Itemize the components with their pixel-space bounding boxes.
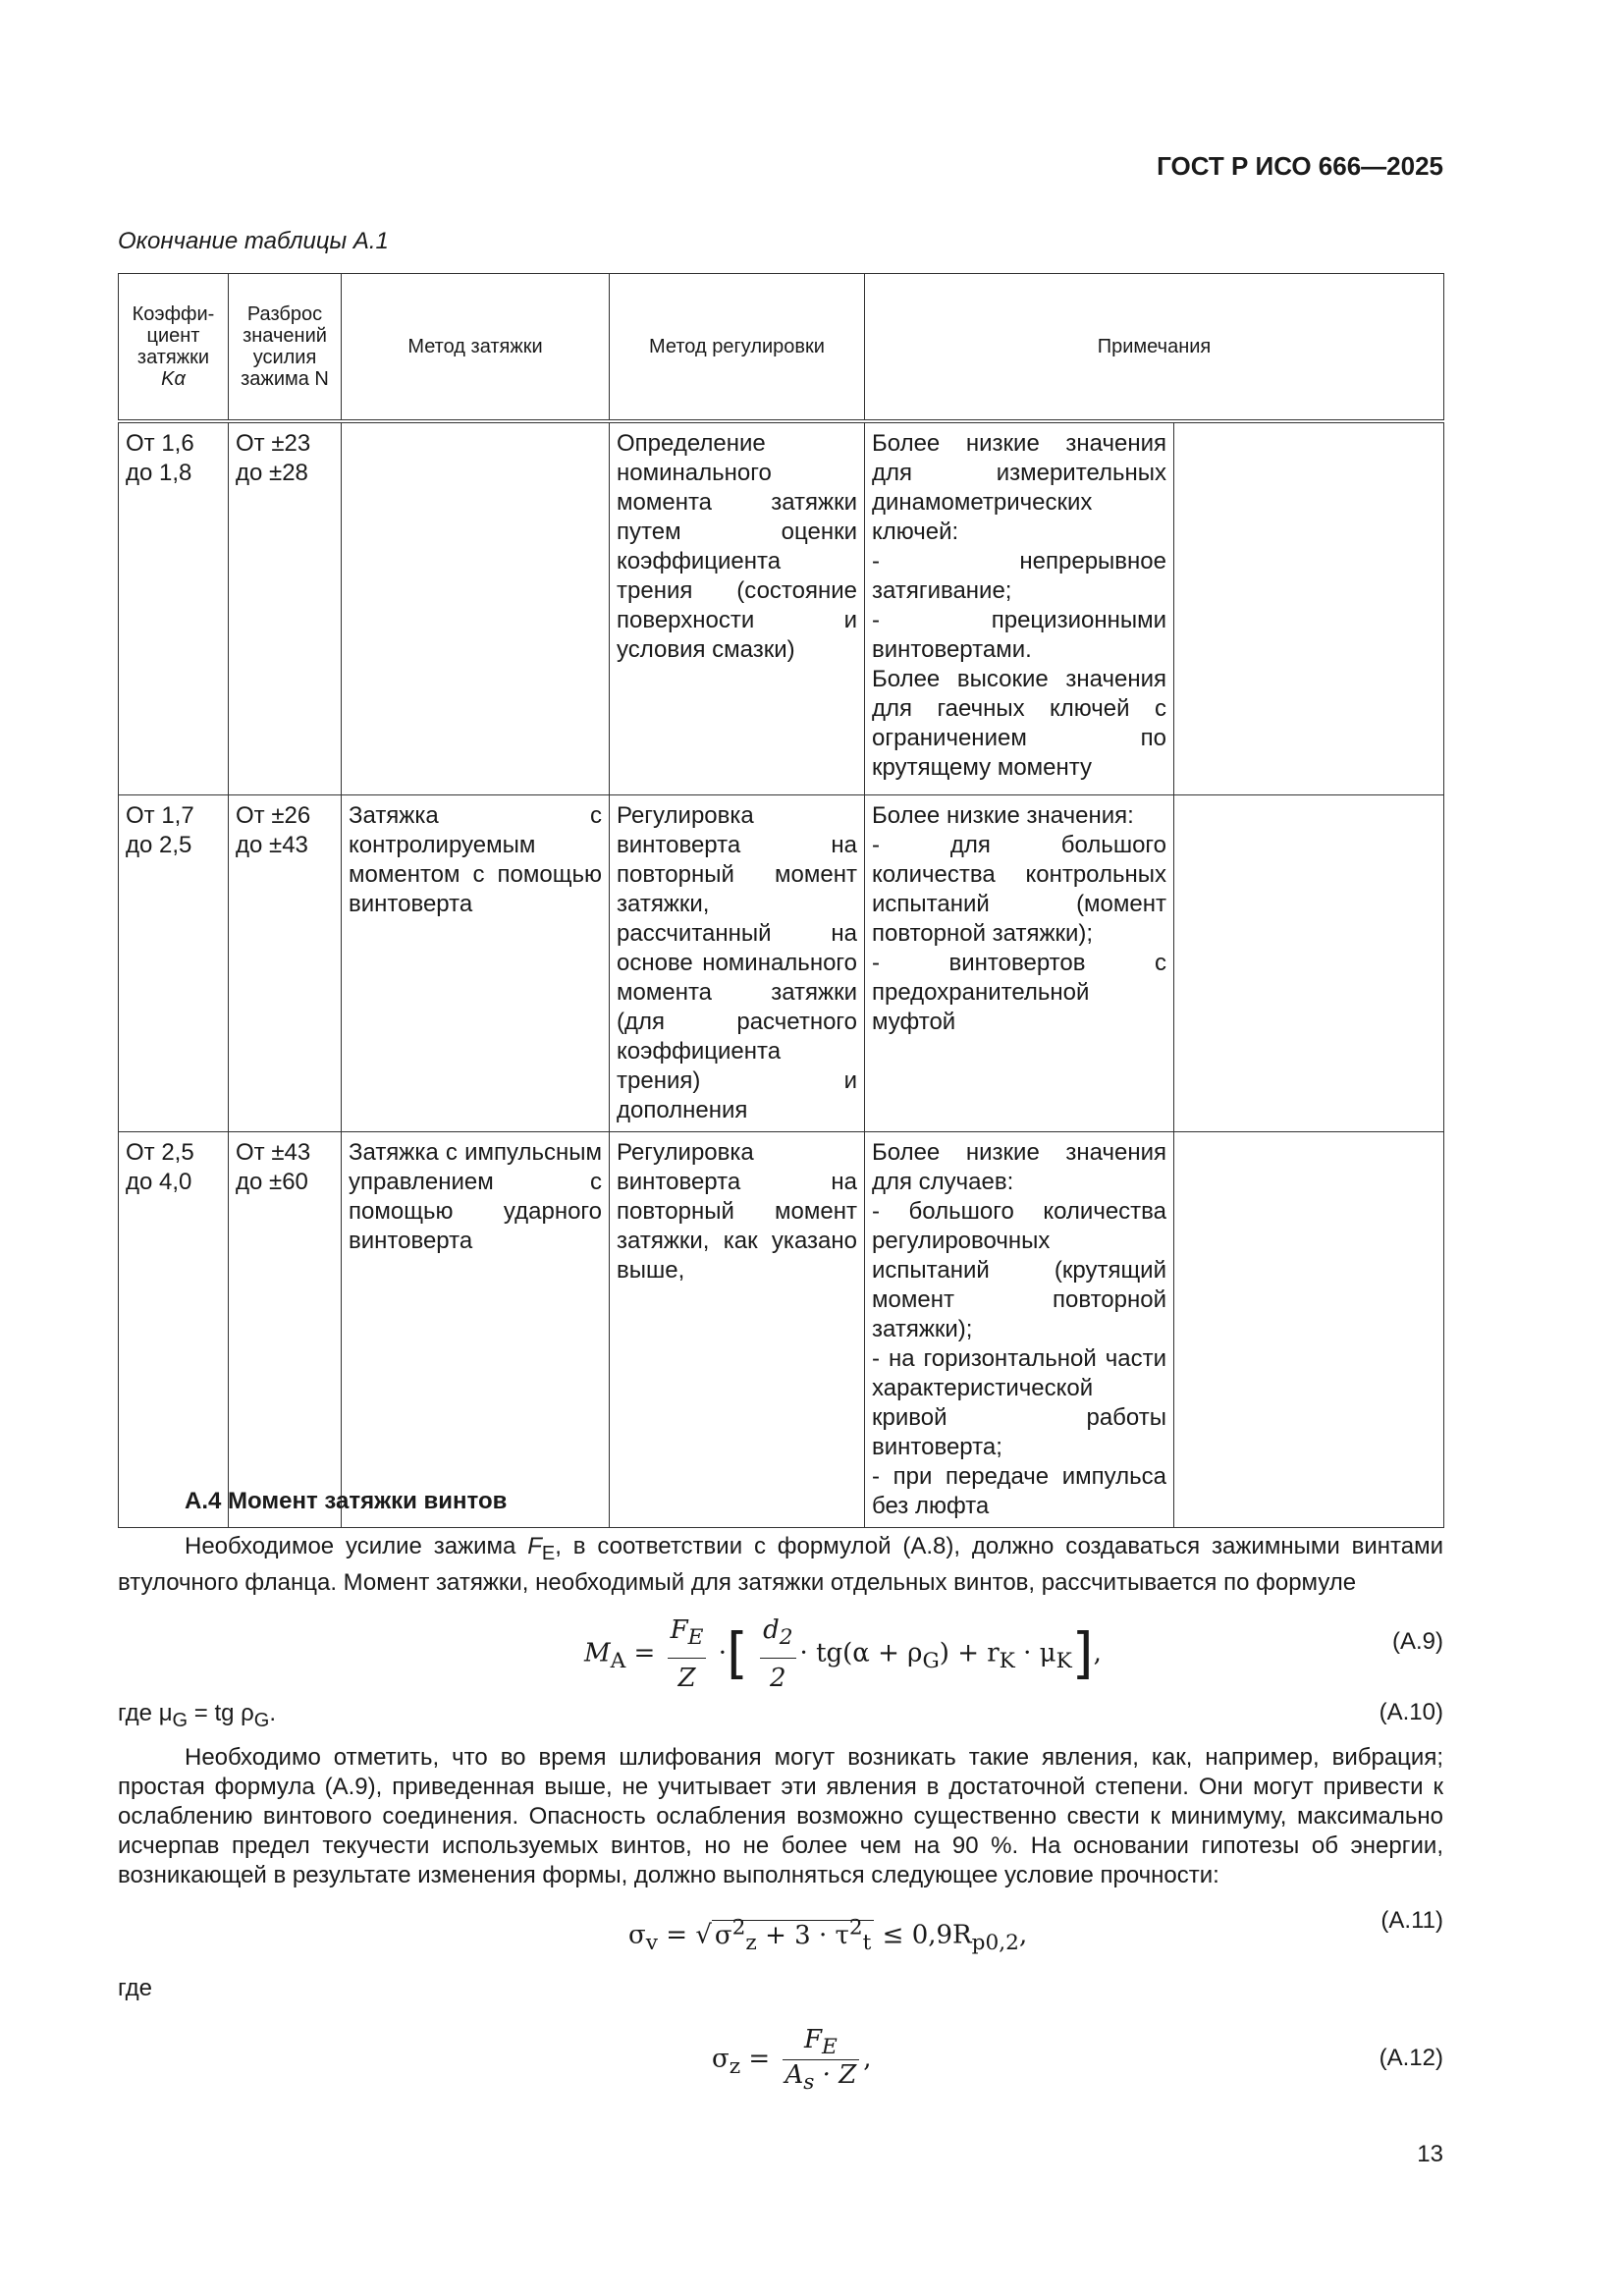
cell-adjustment: Регулировка винтоверта на повторный момент затяжки, рассчитанный на основе номинального момента затяжки (для расчетного коэффициента трения) и дополнения [610,794,865,1131]
cell-notes: Более низкие значения для измерительных динамометрических ключей: - непрерывное затягивание; - прецизионными винтовертами. Более высокие значения для гаечных ключей с ограничением по крутящему моменту [865,421,1174,794]
paragraph-intro [118,1532,1443,1598]
symbol-f: F [527,1533,542,1559]
f12-den-a-sub: s [803,2070,815,2096]
cell-scatter: От ±23 до ±28 [229,421,342,794]
table-row [119,794,1444,1131]
page-number: 13 [1417,2141,1443,2167]
where-a10-end: . [269,1700,277,1726]
header-coefficient-line2: циент [146,325,200,347]
left-bracket-icon: [ [726,1621,748,1686]
cell-coefficient: От 2,5 до 4,0 [119,1131,229,1527]
header-coefficient [119,274,229,422]
cell-notes: Более низкие значения: - для большого количества контрольных испытаний (момент повторной затяжки); - винтовертов с предохранительной муфтой [865,794,1174,1131]
f12-lhs: σ [712,2044,730,2074]
header-adjustment: Метод регулировки [610,274,865,422]
where-a10-sub1: G [172,1709,189,1731]
f11-rhs: ≤ 0,9R [874,1920,972,1950]
f9-lhs-sub: A [610,1648,626,1673]
f9-lhs: M [584,1638,611,1668]
f9-mu: · μ [1014,1638,1056,1668]
where-a10 [118,1699,276,1735]
f11-lhs-sub: v [645,1930,658,1955]
header-coefficient-symbol: Kα [161,368,186,390]
where-a10-start: где μ [118,1700,173,1726]
f9-f1-den: Z [677,1664,696,1694]
header-method: Метод затяжки [342,274,610,422]
section-title: А.4 Момент затяжки винтов [185,1488,508,1514]
cell-adjustment: Регулировка винтоверта на повторный момент затяжки, как указано выше, [610,1131,865,1527]
header-coefficient-line3: затяжки [136,347,210,368]
f9-fraction-1 [668,1611,707,1698]
table-caption: Окончание таблицы А.1 [118,228,389,254]
f11-root-b-sup: 2 [848,1915,863,1940]
f11-lhs: σ [628,1920,646,1950]
f9-f2-den: 2 [770,1664,786,1694]
cell-notes: Более низкие значения для случаев: - большого количества регулировочных испытаний (крутящий момент повторной затяжки); - на горизонтальной части характеристической кривой работы винтоверта; - при передаче импульса без люфта [865,1131,1174,1527]
f9-f2-num-sub: 2 [779,1625,793,1651]
cell-scatter: От ±43 до ±60 [229,1131,342,1527]
f12-fraction [783,2025,860,2095]
f11-root-a-sup: 2 [731,1915,746,1940]
table-header-row [119,274,1444,422]
table-row [119,1131,1444,1527]
f9-mid-sub: G [922,1648,940,1673]
paragraph-intro-start: Необходимое усилие зажима [185,1533,528,1559]
header-coefficient-line1: Коэффи- [132,303,215,325]
paragraph-intro-end: , в соответствии с формулой (А.8), должно создаваться зажимными винтами втулочного фланца. Момент затяжки, необходимый для затяжки отдельных винтов, рассчитывается по формуле [118,1533,1443,1596]
f12-den-b: · Z [814,2060,857,2091]
f12-den-a: A [784,2060,804,2091]
f11-root-a: σ [714,1920,732,1950]
symbol-f-sub: E [541,1542,556,1564]
document-code: ГОСТ Р ИСО 666—2025 [1157,151,1443,181]
paragraph-strength: Необходимо отметить, что во время шлифования могут возникать такие явления, как, например, вибрация; простая формула (А.9), приведенная выше, не учитывает эти явления в достаточной степени. Они могут привести к ослаблению винтового соединения. Опасность ослабления возможно существенно свести к минимуму, максимально исчерпав предел текучести используемых винтов, но не более чем на 90 %. На основании гипотезы об энергии, возникающей в результате изменения формы, должно выполняться следующее условие прочности: [118,1744,1443,1888]
f9-mu-sub: K [1055,1648,1072,1673]
f11-root [712,1915,874,1955]
cell-empty [1174,1131,1444,1527]
f11-rhs-sub: p0,2 [971,1930,1019,1955]
formula-number-a9: (А.9) [1391,1628,1443,1655]
cell-method [342,421,610,794]
cell-empty [1174,794,1444,1131]
formula-a12: $\sigma_z$ = $\frac{F_E}{A_s \cdot Z}$ , [712,2025,872,2096]
where-a10-mid: = tg ρ [188,1700,254,1726]
f9-mid: · tg(α + ρ [799,1638,923,1668]
f9-f2-num: d [763,1615,780,1645]
f9-mid-end: ) + r [939,1638,1000,1668]
cell-method: Затяжка с импульсным управлением с помощью ударного винтоверта [342,1131,610,1527]
formula-number-a11: (А.11) [1380,1907,1443,1934]
f11-root-a-sub: z [745,1930,757,1955]
f12-num-sub: E [822,2035,838,2060]
cell-empty [1174,421,1444,794]
tightening-table [118,273,1444,1528]
f11-root-b: + 3 · τ [756,1920,849,1950]
formula-a9: $M_A$ = $\frac{F_E}{Z}$ ·[ $\frac{d_2}{2}$ · $tg(\alpha + \rho_G) + r_K \cdot \mu_K$], [584,1611,1102,1698]
cell-coefficient: От 1,6 до 1,8 [119,421,229,794]
f12-num: F [803,2025,822,2054]
formula-number-a12: (А.12) [1379,2045,1443,2071]
where-label: где [118,1975,153,2001]
right-bracket-icon: ] [1071,1621,1094,1686]
f11-root-b-sub: t [862,1930,872,1955]
f12-lhs-sub: z [729,2053,741,2079]
formula-number-a10: (А.10) [1379,1699,1443,1725]
table-row [119,421,1444,794]
f9-r-sub: K [999,1648,1015,1673]
f9-f1-num-sub: E [687,1625,704,1651]
f9-fraction-2 [760,1611,795,1698]
cell-coefficient: От 1,7 до 2,5 [119,794,229,1131]
cell-method: Затяжка с контролируемым моментом с помощью винтоверта [342,794,610,1131]
formula-a11: $\sigma_v$ = √ $\sigma^2_z + 3 \cdot \tau^2_t \le 0,9R_{p0,2}$, [628,1915,1028,1955]
f9-f1-num: F [670,1615,688,1645]
header-scatter: Разброс значений усилия зажима N [229,274,342,422]
where-a10-sub2: G [253,1709,270,1731]
cell-adjustment: Определение номинального момента затяжки путем оценки коэффициента трения (состояние поверхности и условия смазки) [610,421,865,794]
cell-scatter: От ±26 до ±43 [229,794,342,1131]
header-notes: Примечания [865,274,1444,422]
